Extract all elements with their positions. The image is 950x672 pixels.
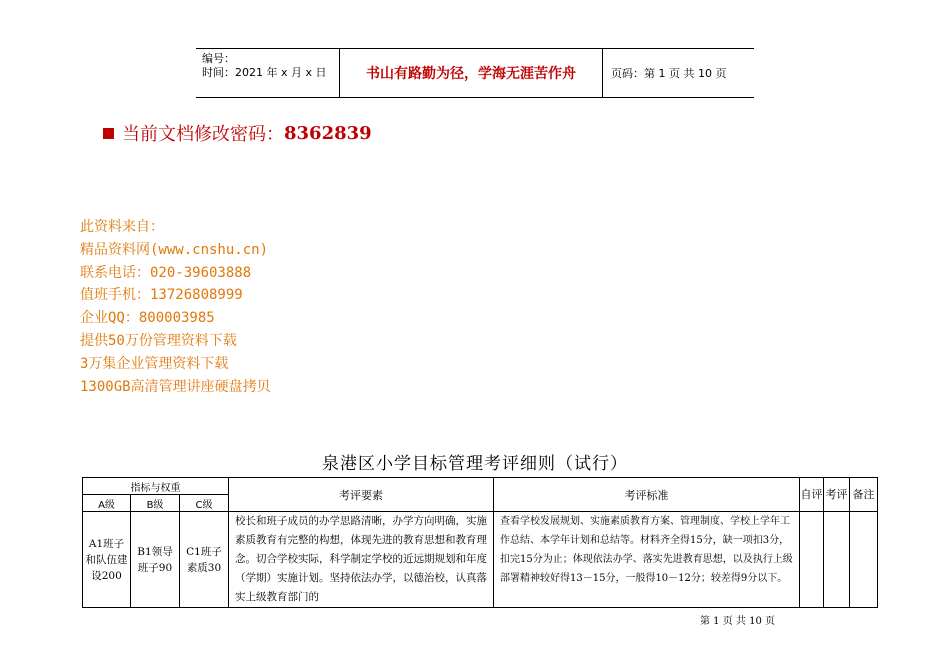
page-footer: 第 1 页 共 10 页 [700, 616, 775, 627]
header-level-b: B级 [131, 495, 180, 512]
header-elements: 考评要素 [229, 478, 494, 512]
contact-block [80, 216, 271, 398]
contact-line: 此资料来自： [80, 219, 164, 235]
cell-self [800, 512, 824, 608]
table-row [83, 512, 878, 608]
cell-level-c: C1班子素质30 [180, 512, 229, 608]
contact-line: 精品资料网(www.cnshu.cn) [80, 241, 269, 258]
cell-level-b: B1领导班子90 [131, 512, 180, 608]
cell-review [824, 512, 850, 608]
contact-line: 提供50万份管理资料下载 [80, 332, 237, 349]
contact-line: 1300GB高清管理讲座硬盘拷贝 [80, 378, 271, 395]
header-indicator-weight: 指标与权重 [83, 478, 229, 495]
header-level-a: A级 [83, 495, 131, 512]
evaluation-table [82, 477, 878, 608]
square-bullet-icon [103, 128, 114, 139]
password-value: 8362839 [284, 122, 372, 144]
cell-elements: 校长和班子成员的办学思路清晰，办学方向明确，实施素质教育有完整的构想，体现先进的教育思想和教育理念。切合学校实际，科学制定学校的近远期规划和年度（学期）实施计划。坚持依法办学，以德治校，认真落实上级教育部门的 [229, 512, 494, 608]
header-standard: 考评标准 [494, 478, 800, 512]
header-level-c: C级 [180, 495, 229, 512]
password-label: 当前文档修改密码： [122, 124, 284, 145]
contact-line: 联系电话：020-39603888 [80, 264, 252, 281]
contact-line: 企业QQ：800003985 [80, 310, 215, 327]
header-self: 自评 [800, 478, 824, 512]
password-line [103, 120, 372, 146]
document-header [196, 48, 754, 98]
time-label: 时间：2021 年 x 月 x 日 [202, 66, 327, 79]
cell-note [850, 512, 878, 608]
cell-standard: 查看学校发展规划、实施素质教育方案、管理制度、学校上学年工作总结、本学年计划和总结等。材料齐全得15分，缺一项扣3分，扣完15分为止；体现依法办学、落实先进教育思想，以及执行上级部署精神较好得13－15分，一般得10－12分；较差得9分以下。 [494, 512, 800, 608]
number-label: 编号： [202, 52, 235, 65]
header-note: 备注 [850, 478, 878, 512]
header-meta [196, 49, 340, 97]
cell-level-a: A1班子和队伍建设200 [83, 512, 131, 608]
contact-line: 值班手机：13726808999 [80, 287, 243, 304]
header-page-info: 页码：第 1 页 共 10 页 [611, 67, 727, 80]
contact-line: 3万集企业管理资料下载 [80, 355, 229, 372]
document-title: 泉港区小学目标管理考评细则（试行） [322, 454, 628, 474]
header-motto: 书山有路勤为径，学海无涯苦作舟 [340, 49, 603, 97]
header-review: 考评 [824, 478, 850, 512]
